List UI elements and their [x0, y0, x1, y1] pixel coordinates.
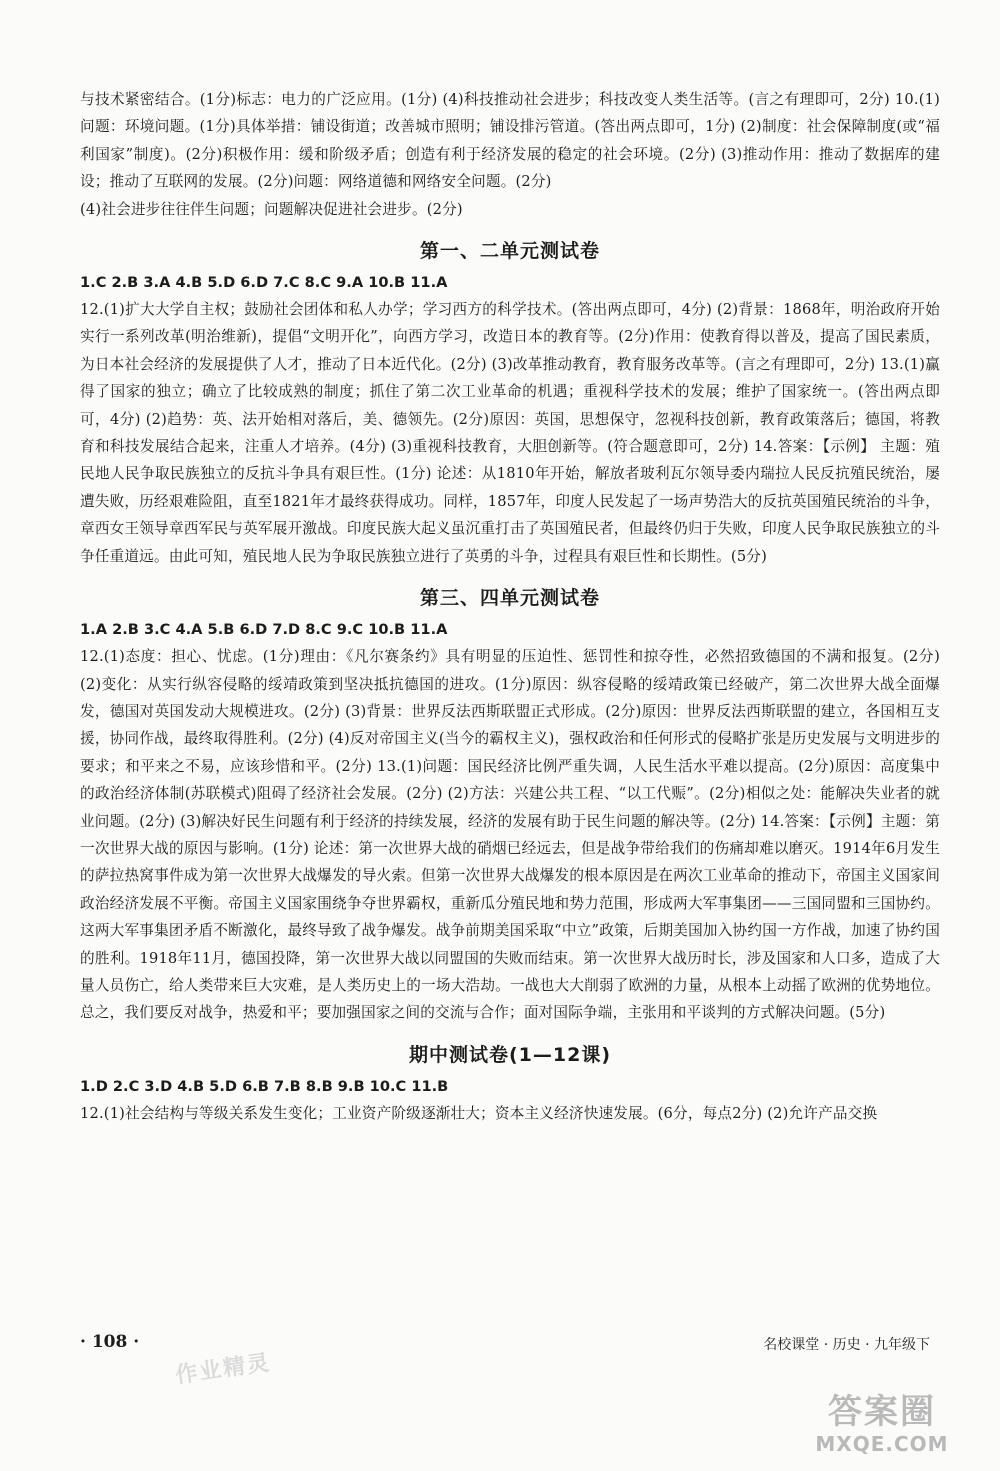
section-body-unit-3-4: 12.(1)态度：担心、忧虑。(1分)理由：《凡尔赛条约》具有明显的压迫性、惩罚性和掠夺性，必然招致德国的不满和报复。(2分) (2)变化：从实行纵容侵略的绥靖政策到坚决抵抗德国的进攻。(1分)原因：纵容侵略的绥靖政策已经破产，第二次世界大战全面爆发，德国对英国发动大规模进攻。(2分) (3)背景：世界反法西斯联盟正式形成。(2分)原因：世界反法西斯联盟的建立，各国相互支援，协同作战，最终取得胜利。(2分) (4)反对帝国主义(当今的霸权主义)，强权政治和任何形式的侵略扩张是历史发展与文明进步的要求；和平来之不易，应该珍惜和平。(2分) 13.(1)问题：国民经济比例严重失调，人民生活水平难以提高。(2分)原因：高度集中的政治经济体制(苏联模式)阻碍了经济社会发展。(2分) (2)方法：兴建公共工程、“以工代赈”。(2分)相似之处：能解决失业者的就业问题。(2分) (3)解决好民生问题有利于经济的持续发展，经济的发展有助于民生问题的解决等。(2分) 14.答案：【示例】主题：第一次世界大战的原因与影响。(1分) 论述：第一次世界大战的硝烟已经远去，但是战争带给我们的伤痛却难以磨灭。1914年6月发生的萨拉热窝事件成为第一次世界大战爆发的导火索。但第一次世界大战爆发的根本原因是在两次工业革命的推动下，帝国主义国家间政治经济发展不平衡。帝国主义国家围绕争夺世界霸权，重新瓜分殖民地和势力范围，形成两大军事集团——三国同盟和三国协约。这两大军事集团矛盾不断激化，最终导致了战争爆发。战争前期美国采取“中立”政策，后期美国加入协约国一方作战，加速了协约国的胜利。1918年11月，德国投降，第一次世界大战以同盟国的失败而结束。第一次世界大战历时长，涉及国家和人口多，造成了大量人员伤亡，给人类带来巨大灾难，是人类历史上的一场大浩劫。一战也大大削弱了欧洲的力量，从根本上动摇了欧洲的优势地位。总之，我们要反对战争，热爱和平；要加强国家之间的交流与合作；面对国际争端，主张用和平谈判的方式解决问题。(5分)	[80, 648, 940, 1022]
choice-answers-unit-1-2: 1.C 2.B 3.A 4.B 5.D 6.D 7.C 8.C 9.A 10.B 11.A	[80, 274, 448, 292]
site-watermark-logo	[802, 1392, 962, 1458]
section-body-midterm: 12.(1)社会结构与等级关系发生变化；工业资产阶级逐渐壮大；资本主义经济快速发展。(6分，每点2分) (2)允许产品交换	[80, 1104, 878, 1122]
section-title-unit-1-2: 第一、二单元测试卷	[419, 240, 600, 263]
watermark-cn-text: 答案圈	[828, 1392, 936, 1432]
choice-answers-midterm: 1.D 2.C 3.D 4.B 5.D 6.B 7.B 8.B 9.B 10.C 11.B	[80, 1077, 449, 1095]
choice-answers-unit-3-4: 1.A 2.B 3.C 4.A 5.B 6.D 7.D 8.C 9.C 10.B 11.A	[80, 621, 448, 639]
section-title-midterm: 期中测试卷(1—12课)	[408, 1043, 612, 1066]
intro-paragraph-1: 与技术紧密结合。(1分)标志：电力的广泛应用。(1分) (4)科技推动社会进步；科技改变人类生活等。(言之有理即可，2分) 10.(1)问题：环境问题。(1分)具体举措：铺设街道；改善城市照明；铺设排污管道。(答出两点即可，1分) (2)制度：社会保障制度(或“福利国家”制度)。(2分)积极作用：缓和阶级矛盾；创造有利于经济发展的稳定的社会环境。(2分) (3)推动作用：推动了数据库的建设；推动了互联网的发展。(2分)问题：网络道德和网络安全问题。(2分)	[80, 91, 940, 191]
intro-paragraph-2: (4)社会进步往往伴生问题；问题解决促进社会进步。(2分)	[80, 200, 463, 218]
watermark-en-text: MXQE.COM	[815, 1432, 949, 1456]
stamp-watermark: 作业精灵	[173, 1349, 273, 1389]
section-title-unit-3-4: 第三、四单元测试卷	[419, 587, 600, 610]
book-series-label: 名校课堂 · 历史 · 九年级下	[763, 1337, 930, 1353]
section-body-unit-1-2: 12.(1)扩大大学自主权；鼓励社会团体和私人办学；学习西方的科学技术。(答出两点即可，4分) (2)背景：1868年，明治政府开始实行一系列改革(明治维新)，提倡“文明开化”，向西方学习，改造日本的教育等。(2分)作用：使教育得以普及，提高了国民素质，为日本社会经济的发展提供了人才，推动了日本近代化。(2分) (3)改革推动教育，教育服务改革等。(言之有理即可，2分) 13.(1)赢得了国家的独立；确立了比较成熟的制度；抓住了第二次工业革命的机遇；重视科学技术的发展；维护了国家统一。(答出两点即可，4分) (2)趋势：英、法开始相对落后，美、德领先。(2分)原因：英国，思想保守，忽视科技创新，教育政策落后；德国，将教育和科技发展结合起来，注重人才培养。(4分) (3)重视科技教育，大胆创新等。(符合题意即可，2分) 14.答案：【示例】 主题：殖民地人民争取民族独立的反抗斗争具有艰巨性。(1分) 论述：从1810年开始，解放者玻利瓦尔领导委内瑞拉人民反抗殖民统治，屡遭失败，历经艰难险阻，直至1821年才最终获得成功。同样，1857年，印度人民发起了一场声势浩大的反抗英国殖民统治的斗争，章西女王领导章西军民与英军展开激战。印度民族大起义虽沉重打击了英国殖民者，但最终仍归于失败，印度人民争取民族独立的斗争任重道远。由此可知，殖民地人民为争取民族独立进行了英勇的斗争，过程具有艰巨性和长期性。(5分)	[80, 301, 940, 565]
answer-page	[80, 86, 940, 1127]
page-number: · 108 ·	[80, 1332, 140, 1352]
